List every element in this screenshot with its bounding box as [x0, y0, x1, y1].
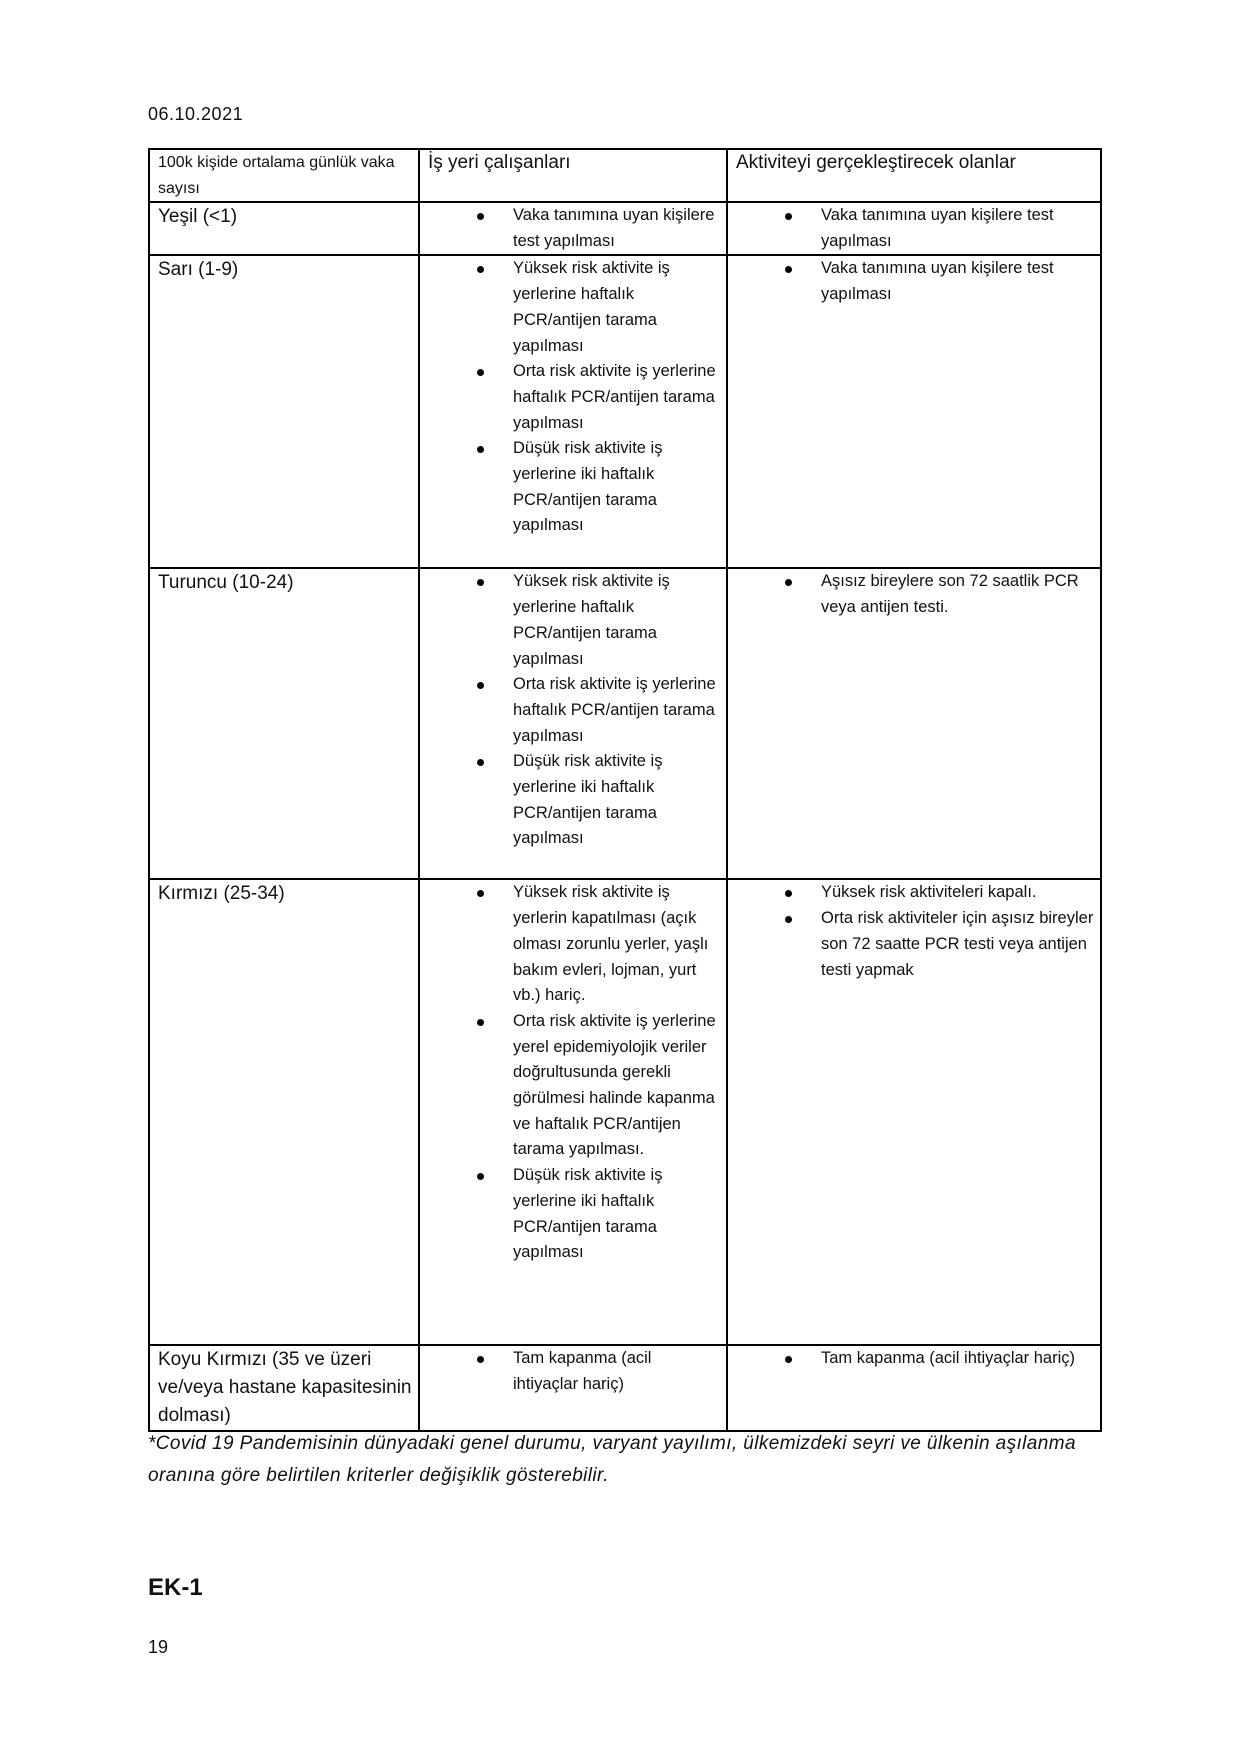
participants-measures-red: [727, 879, 1101, 1345]
bullet-icon: [477, 682, 484, 689]
bullet-icon: [477, 446, 484, 453]
header-activity-participants: Aktiviteyi gerçekleştirecek olanlar: [727, 149, 1101, 202]
bullet-icon: [477, 1173, 484, 1180]
table-header-row: [149, 149, 1101, 202]
participants-measures-green: [727, 202, 1101, 255]
list-item: Yüksek risk aktivite iş yerlerin kapatılması (açık olması zorunlu yerler, yaşlı bakım evleri, lojman, yurt vb.) hariç.: [428, 880, 720, 1009]
header-workplace-employees: İş yeri çalışanları: [419, 149, 727, 202]
list-item: Tam kapanma (acil ihtiyaçlar hariç): [428, 1346, 720, 1397]
list-item: Tam kapanma (acil ihtiyaçlar hariç): [736, 1346, 1094, 1372]
list-item: Orta risk aktivite iş yerlerine haftalık PCR/antijen tarama yapılması: [428, 359, 720, 436]
table-row-red: [149, 879, 1101, 1345]
bullet-icon: [785, 213, 792, 220]
list-item: Vaka tanımına uyan kişilere test yapılması: [736, 203, 1094, 254]
table-row-dark-red: [149, 1345, 1101, 1431]
list-item: Vaka tanımına uyan kişilere test yapılması: [736, 256, 1094, 307]
table-row-yellow: [149, 255, 1101, 568]
bullet-icon: [477, 579, 484, 586]
participants-measures-dark-red: [727, 1345, 1101, 1431]
list-item: Yüksek risk aktivite iş yerlerine haftalık PCR/antijen tarama yapılması: [428, 569, 720, 672]
workers-measures-yellow: [419, 255, 727, 568]
risk-level-dark-red: Koyu Kırmızı (35 ve üzeri ve/veya hastane kapasitesinin dolması): [149, 1345, 419, 1431]
bullet-icon: [477, 213, 484, 220]
list-item: Orta risk aktiviteler için aşısız bireyler son 72 saatte PCR testi veya antijen testi yapmak: [736, 906, 1094, 983]
workers-measures-orange: [419, 568, 727, 879]
list-item: Yüksek risk aktiviteleri kapalı.: [736, 880, 1094, 906]
covid-measures-table: [148, 148, 1102, 1432]
bullet-icon: [785, 890, 792, 897]
annex-label: EK-1: [148, 1574, 203, 1601]
workers-measures-dark-red: [419, 1345, 727, 1431]
bullet-icon: [477, 1356, 484, 1363]
list-item: Orta risk aktivite iş yerlerine yerel epidemiyolojik veriler doğrultusunda gerekli görülmesi halinde kapanma ve haftalık PCR/antijen tarama yapılması.: [428, 1009, 720, 1163]
list-item: Düşük risk aktivite iş yerlerine iki haftalık PCR/antijen tarama yapılması: [428, 436, 720, 539]
list-item: Düşük risk aktivite iş yerlerine iki haftalık PCR/antijen tarama yapılması: [428, 749, 720, 852]
bullet-icon: [477, 759, 484, 766]
bullet-icon: [477, 266, 484, 273]
workers-measures-red: [419, 879, 727, 1345]
bullet-icon: [477, 1019, 484, 1026]
workers-measures-green: [419, 202, 727, 255]
list-item: Aşısız bireylere son 72 saatlik PCR veya antijen testi.: [736, 569, 1094, 620]
page-number: 19: [148, 1637, 169, 1657]
participants-measures-yellow: [727, 255, 1101, 568]
bullet-icon: [477, 369, 484, 376]
bullet-icon: [785, 1356, 792, 1363]
bullet-icon: [785, 579, 792, 586]
risk-level-yellow: Sarı (1-9): [149, 255, 419, 568]
bullet-icon: [785, 266, 792, 273]
risk-level-green: Yeşil (<1): [149, 202, 419, 255]
bullet-icon: [477, 890, 484, 897]
list-item: Yüksek risk aktivite iş yerlerine haftalık PCR/antijen tarama yapılması: [428, 256, 720, 359]
table-row-green: [149, 202, 1101, 255]
list-item: Orta risk aktivite iş yerlerine haftalık PCR/antijen tarama yapılması: [428, 672, 720, 749]
footnote: *Covid 19 Pandemisinin dünyadaki genel durumu, varyant yayılımı, ülkemizdeki seyri ve ülkenin aşılanma oranına göre belirtilen kriterler değişiklik gösterebilir.: [148, 1433, 1076, 1486]
header-case-rate: 100k kişide ortalama günlük vaka sayısı: [149, 149, 419, 202]
risk-level-orange: Turuncu (10-24): [149, 568, 419, 879]
table-row-orange: [149, 568, 1101, 879]
list-item: Düşük risk aktivite iş yerlerine iki haftalık PCR/antijen tarama yapılması: [428, 1163, 720, 1266]
document-date: 06.10.2021: [148, 104, 244, 124]
participants-measures-orange: [727, 568, 1101, 879]
list-item: Vaka tanımına uyan kişilere test yapılması: [428, 203, 720, 254]
bullet-icon: [785, 916, 792, 923]
risk-level-red: Kırmızı (25-34): [149, 879, 419, 1345]
